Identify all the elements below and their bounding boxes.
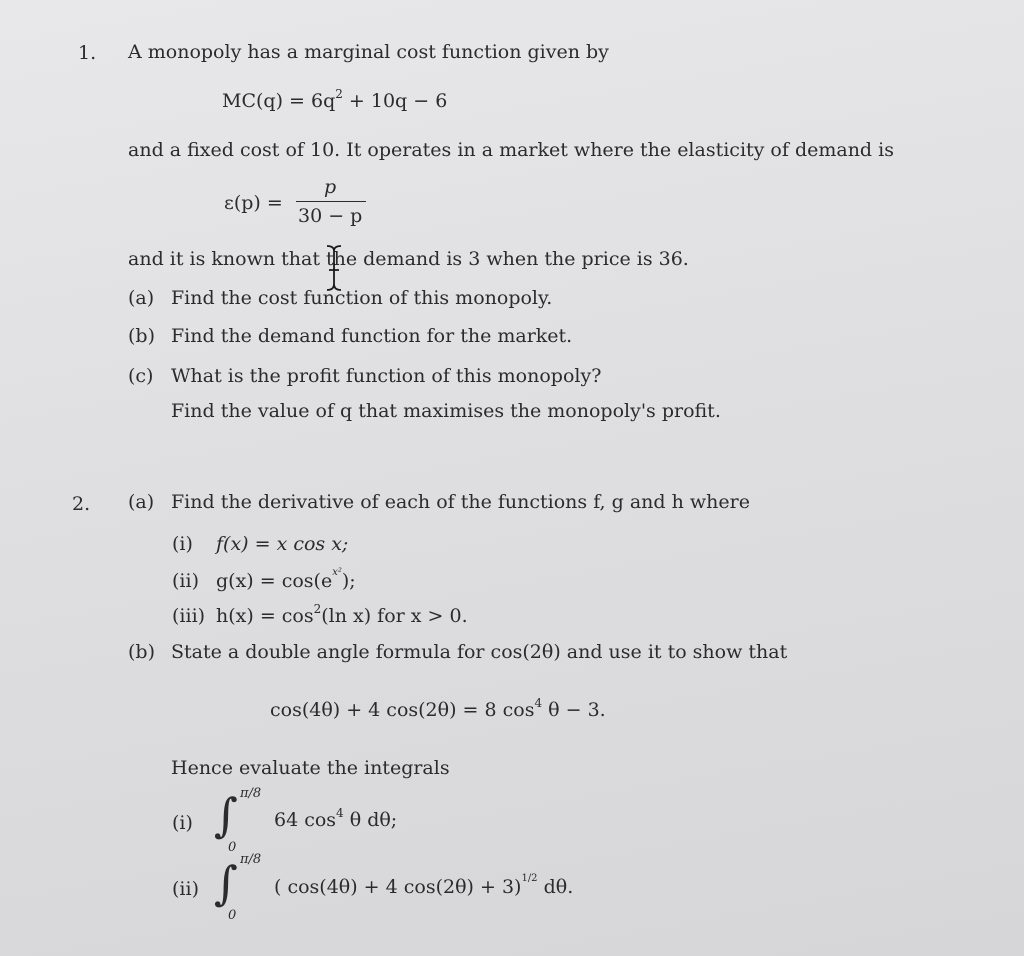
int-ii-exponent: 1/2 bbox=[521, 873, 538, 884]
q2-i-text: f(x) = x cos x; bbox=[216, 533, 349, 555]
question-1-number: 1. bbox=[78, 42, 97, 64]
fixed-cost-line: and a fixed cost of 10. It operates in a market where the elasticity of demand is bbox=[128, 139, 894, 161]
marginal-cost-equation bbox=[222, 87, 448, 112]
int-i-text-2: θ dθ; bbox=[343, 809, 398, 831]
elasticity-fraction bbox=[296, 178, 366, 228]
mc-exponent: 2 bbox=[335, 87, 343, 101]
integral-sign-icon: ∫ bbox=[214, 788, 238, 842]
part-a-text: Find the cost function of this monopoly. bbox=[171, 287, 553, 309]
elasticity-lhs: ε(p) = bbox=[224, 192, 283, 214]
int-ii-label: (ii) bbox=[172, 878, 199, 900]
q2-part-b-label: (b) bbox=[128, 641, 155, 663]
mc-lhs: MC(q) = 6q bbox=[222, 90, 336, 112]
double-angle-identity bbox=[270, 696, 606, 721]
int-i-text-1: 64 cos bbox=[274, 809, 337, 831]
elasticity-denominator: 30 − p bbox=[298, 205, 363, 227]
part-c-text-1: What is the profit function of this monopoly? bbox=[171, 365, 602, 387]
q2-iii-text-2: (ln x) for x > 0. bbox=[321, 605, 468, 627]
q2-part-a-label: (a) bbox=[128, 491, 155, 513]
part-a-label: (a) bbox=[128, 287, 155, 309]
q2-ii-exponent: x² bbox=[332, 567, 342, 578]
int-ii-lower-limit: 0 bbox=[228, 908, 237, 923]
int-ii-upper-limit: π/8 bbox=[240, 852, 262, 867]
identity-text-1: cos(4θ) + 4 cos(2θ) = 8 cos bbox=[270, 699, 535, 721]
part-c-text-2: Find the value of q that maximises the monopoly's profit. bbox=[171, 400, 721, 422]
q2-i-label: (i) bbox=[172, 533, 193, 555]
mc-rhs: + 10q − 6 bbox=[342, 90, 448, 112]
part-b-text: Find the demand function for the market. bbox=[171, 325, 573, 347]
int-i-integrand bbox=[274, 806, 398, 831]
part-c-label: (c) bbox=[128, 365, 154, 387]
integral-sign-icon: ∫ bbox=[214, 856, 238, 910]
identity-text-2: θ − 3. bbox=[542, 699, 606, 721]
text-cursor-icon bbox=[324, 244, 344, 292]
q2-ii-text-1: g(x) = cos(e bbox=[216, 570, 333, 592]
q2-ii-text-2: ); bbox=[341, 570, 356, 592]
q2-part-a-text: Find the derivative of each of the functions f, g and h where bbox=[171, 491, 750, 513]
q2-iii-expression bbox=[216, 602, 468, 627]
identity-exponent: 4 bbox=[534, 696, 543, 710]
part-b-label: (b) bbox=[128, 325, 155, 347]
int-i-lower-limit: 0 bbox=[228, 840, 237, 855]
question-2-number: 2. bbox=[72, 493, 91, 515]
q2-ii-expression bbox=[216, 567, 356, 592]
int-i-exponent: 4 bbox=[336, 806, 344, 820]
q2-ii-label: (ii) bbox=[172, 570, 199, 592]
int-ii-text-2: dθ. bbox=[537, 876, 574, 898]
q2-iii-text-1: h(x) = cos bbox=[216, 605, 314, 627]
int-i-upper-limit: π/8 bbox=[240, 786, 262, 801]
question-1-intro: A monopoly has a marginal cost function given by bbox=[128, 41, 609, 63]
elasticity-numerator: p bbox=[324, 176, 337, 198]
hence-evaluate-line: Hence evaluate the integrals bbox=[171, 757, 450, 779]
int-i-label: (i) bbox=[172, 812, 193, 834]
int-ii-text-1: ( cos(4θ) + 4 cos(2θ) + 3) bbox=[274, 876, 522, 898]
q2-iii-exponent: 2 bbox=[313, 602, 322, 616]
fraction-bar bbox=[296, 201, 366, 202]
int-ii-integrand bbox=[274, 873, 574, 898]
q2-part-b-text: State a double angle formula for cos(2θ) and use it to show that bbox=[171, 641, 788, 663]
known-demand-line: and it is known that the demand is 3 when the price is 36. bbox=[128, 248, 689, 270]
q2-iii-label: (iii) bbox=[172, 605, 206, 627]
